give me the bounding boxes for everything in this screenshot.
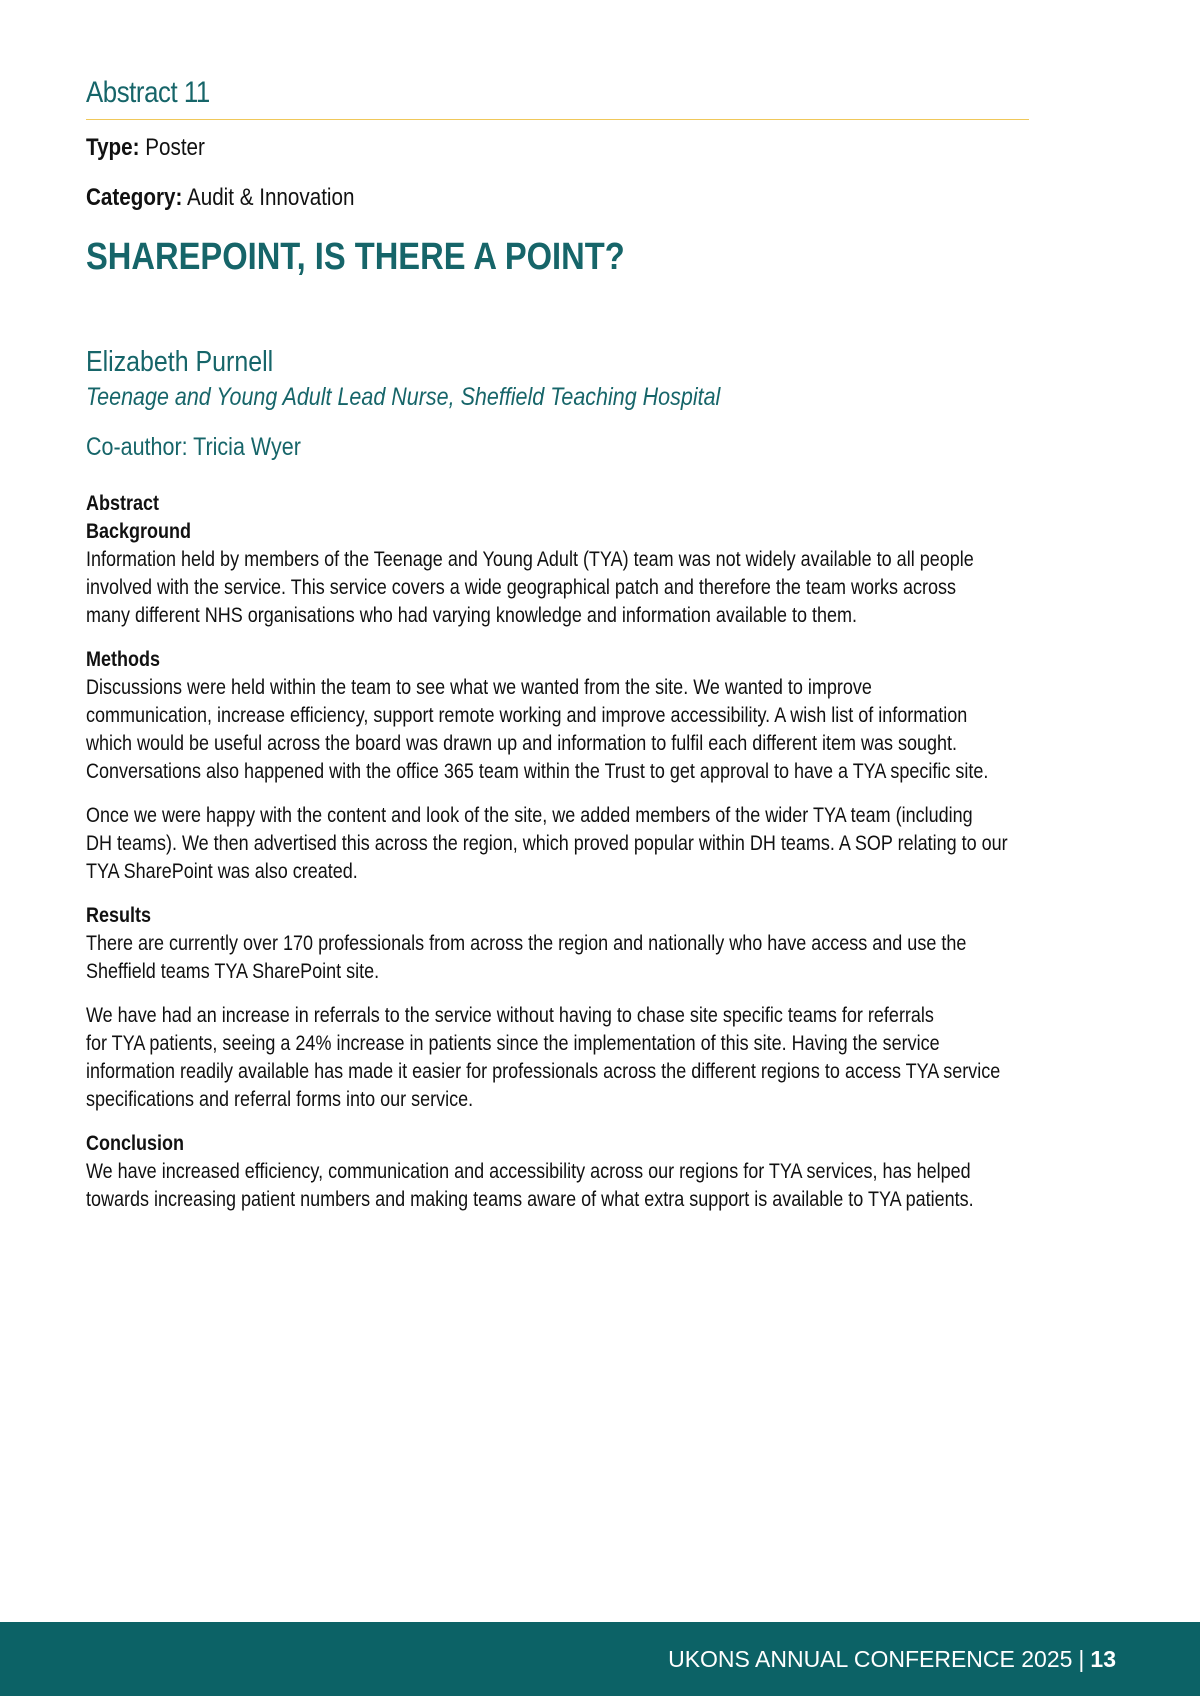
coauthor: Co-author: Tricia Wyer [86, 433, 301, 461]
author-name: Elizabeth Purnell [86, 346, 274, 378]
results-paragraph-1: There are currently over 170 professionals from across the region and nationally who have access and use the Sheffield teams TYA SharePoint site. [86, 932, 967, 983]
page-number: 13 [1090, 1646, 1116, 1672]
results-paragraph-2: We have had an increase in referrals to the service without having to chase site specific teams for referrals for TYA patients, seeing a 24% increase in patients since the implementation of this site. Having the service information readily available has made it easier for professionals across the different regions to access TYA service specifications and referral forms into our service. [86, 1004, 1001, 1111]
footer-text [668, 1646, 1116, 1673]
type-value: Poster [145, 134, 205, 161]
methods-paragraph-1: Discussions were held within the team to see what we wanted from the site. We wanted to improve communication, increase efficiency, support remote working and improve accessibility. A wish list of information which would be useful across the board was drawn up and information to fulfil each different item was sought. Conversations also happened with the office 365 team within the Trust to get approval to have a TYA specific site. [86, 676, 989, 783]
abstract-number: Abstract 11 [86, 76, 210, 109]
methods-heading: Methods [86, 648, 160, 671]
type-key: Type: [86, 134, 140, 161]
abstract-body [86, 490, 1029, 1214]
page-footer [0, 1622, 1200, 1696]
header-divider [86, 119, 1029, 120]
category-line [86, 184, 354, 212]
background-text: Information held by members of the Teenage and Young Adult (TYA) team was not widely available to all people involved with the service. This service covers a wide geographical patch and therefore the team works across many different NHS organisations who had varying knowledge and information available to them. [86, 548, 974, 627]
results-heading: Results [86, 904, 152, 927]
author-affiliation: Teenage and Young Adult Lead Nurse, Sheffield Teaching Hospital [86, 383, 721, 411]
type-line [86, 134, 205, 162]
abstract-heading: Abstract [86, 492, 160, 515]
abstract-title: SHAREPOINT, IS THERE A POINT? [86, 236, 625, 278]
conclusion-heading: Conclusion [86, 1132, 184, 1155]
category-value: Audit & Innovation [186, 184, 355, 211]
methods-paragraph-2: Once we were happy with the content and look of the site, we added members of the wider TYA team (including DH teams). We then advertised this across the region, which proved popular within DH teams. A SOP relating to our TYA SharePoint was also created. [86, 804, 1008, 883]
category-key: Category: [86, 184, 183, 211]
conference-name: UKONS ANNUAL CONFERENCE 2025 [668, 1646, 1073, 1672]
conclusion-text: We have increased efficiency, communication and accessibility across our regions for TYA services, has helped towards increasing patient numbers and making teams aware of what extra support is available to TYA patients. [86, 1160, 974, 1211]
footer-separator: | [1078, 1646, 1085, 1672]
background-heading: Background [86, 520, 191, 543]
